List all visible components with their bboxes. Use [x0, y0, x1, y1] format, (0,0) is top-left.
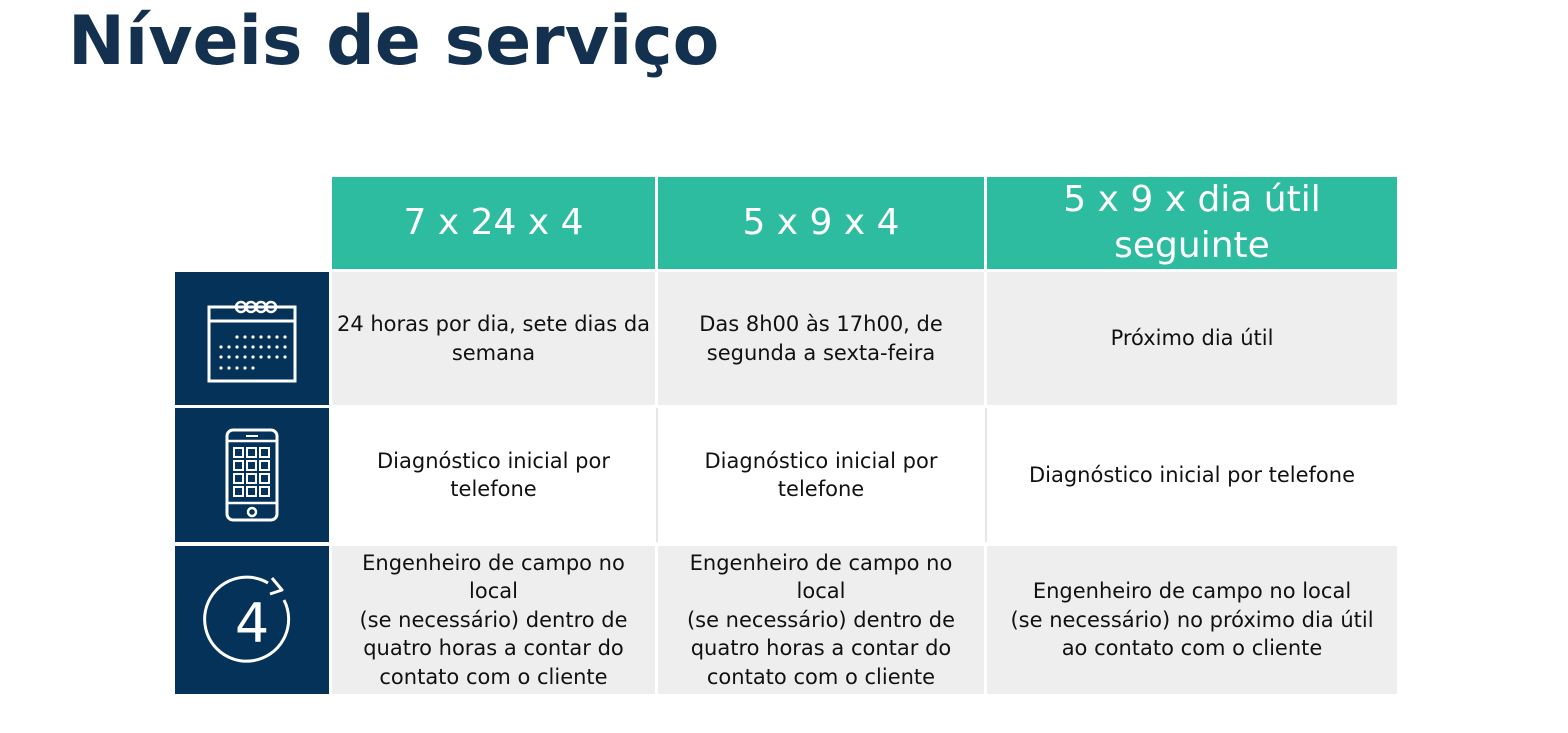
table-cell	[658, 408, 984, 542]
page-title: Níveis de serviço	[68, 2, 720, 81]
calendar-icon	[205, 293, 299, 385]
cell-text: Engenheiro de campo no local (se necessário) dentro de quatro horas a contar do contato com o cliente	[359, 550, 628, 689]
four-hour-clock-icon	[202, 570, 302, 670]
calendar-icon-cell	[175, 272, 329, 405]
table-cell	[987, 546, 1397, 694]
column-header-label: 7 x 24 x 4	[403, 202, 584, 243]
cell-text: Diagnóstico inicial por telefone	[377, 448, 610, 501]
table-cell	[987, 272, 1397, 405]
table-cell	[658, 546, 984, 694]
column-header-label: 5 x 9 x 4	[742, 202, 900, 243]
table-cell	[332, 546, 655, 694]
column-divider	[985, 408, 987, 542]
four-hour-icon-cell	[175, 546, 329, 694]
column-divider	[656, 408, 658, 542]
table-cell	[332, 272, 655, 405]
cell-text: Engenheiro de campo no local (se necessário) dentro de quatro horas a contar do contato com o cliente	[686, 550, 956, 689]
cell-text: 24 horas por dia, sete dias da semana	[336, 312, 651, 365]
cell-text: Diagnóstico inicial por telefone	[704, 448, 938, 501]
table-cell	[658, 272, 984, 405]
cell-text: Engenheiro de campo no local (se necessário) no próximo dia útil ao contato com o cliente	[1010, 579, 1374, 661]
phone-icon	[224, 427, 280, 523]
cell-text: Próximo dia útil	[1110, 326, 1274, 351]
four-hour-digit: 4	[234, 592, 270, 655]
cell-text: Diagnóstico inicial por telefone	[1028, 462, 1356, 487]
phone-icon-cell	[175, 408, 329, 542]
cell-text: Das 8h00 às 17h00, de segunda a sexta-feira	[699, 312, 943, 365]
column-header-7x24x4	[332, 177, 655, 269]
column-header-5x9-next-day	[987, 177, 1397, 269]
table-cell	[987, 408, 1397, 542]
table-cell	[332, 408, 655, 542]
column-header-label: 5 x 9 x dia útil seguinte	[1063, 179, 1321, 266]
column-header-5x9x4	[658, 177, 984, 269]
